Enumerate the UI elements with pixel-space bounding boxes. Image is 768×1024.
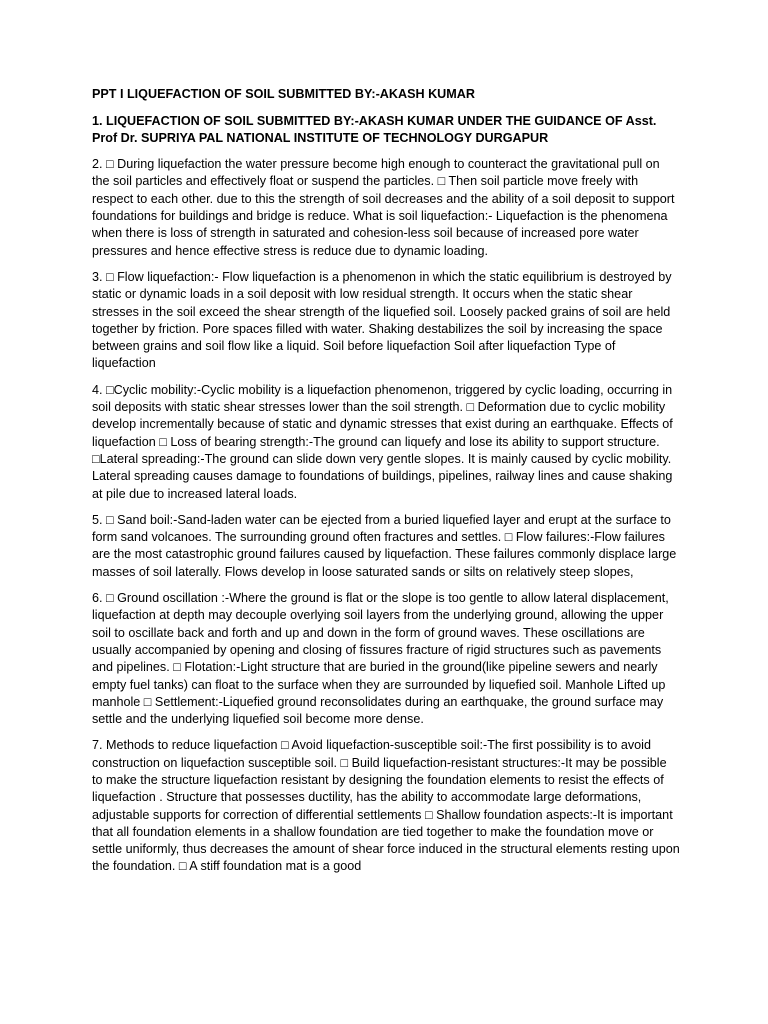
paragraph-5: 5. □ Sand boil:-Sand-laden water can be ejected from a buried liquefied layer and erupt at the surface to form sand volcanoes. The surrounding ground often fractures and settles. □ Flow failures:-Flow failures are the most catastrophic ground failures caused by liquefaction. These failures commonly displace large masses of soil laterally. Flows develop in loose saturated sands or silts on relatively steep slopes, [92, 512, 677, 579]
paragraph-2: 2. □ During liquefaction the water pressure become high enough to counteract the gravitational pull on the soil particles and effectively float or suspend the particles. □ Then soil particle move freely with respect to each other. due to this the strength of soil decreases and the ability of a soil deposit to support foundations for buildings and bridge is reduce. What is soil liquefaction:- Liquefaction is the phenomena when there is loss of strength in saturated and cohesion-less soil because of increased pore water pressures and hence effective stress is reduce due to dynamic loading. [92, 157, 675, 258]
paragraph-7: 7. Methods to reduce liquefaction □ Avoid liquefaction-susceptible soil:-The first possibility is to avoid construction on liquefaction susceptible soil. □ Build liquefaction-resistant structures:-It may be possible to make the structure liquefaction resistant by designing the foundation elements to resist the effects of liquefaction . Structure that possesses ductility, has the ability to accommodate large deformations, adjustable supports for correction of differential settlements □ Shallow foundation aspects:-It is important that all foundation elements in a shallow foundation are tied together to make the foundation move or settle uniformly, thus decreases the amount of shear force induced in the structural elements resting upon the foundation. □ A stiff foundation mat is a good [92, 738, 680, 874]
paragraph-4: 4. □Cyclic mobility:-Cyclic mobility is a liquefaction phenomenon, triggered by cyclic loading, occurring in soil deposits with static shear stresses lower than the soil strength. □ Deformation due to cyclic mobility develop incrementally because of static and dynamic stresses that exist during an earthquake. Effects of liquefaction □ Loss of bearing strength:-The ground can liquefy and lose its ability to support structure. □Lateral spreading:-The ground can slide down very gentle slopes. It is mainly caused by cyclic mobility. Lateral spreading causes damage to foundations of buildings, pipelines, railway lines and cause shaking at pile due to increased lateral loads. [92, 382, 673, 501]
document-title: PPT I LIQUEFACTION OF SOIL SUBMITTED BY:-AKASH KUMAR [92, 87, 475, 101]
paragraph-3: 3. □ Flow liquefaction:- Flow liquefaction is a phenomenon in which the static equilibrium is destroyed by static or dynamic loads in a soil deposit with low residual strength. It occurs when the static shear stresses in the soil exceed the shear strength of the liquefied soil. Loosely packed grains of soil are held together by friction. Pore spaces filled with water. Shaking destabilizes the soil by increasing the space between grains and soil flow like a liquid. Soil before liquefaction Soil after liquefaction Type of liquefaction [92, 269, 672, 371]
paragraph-1: 1. LIQUEFACTION OF SOIL SUBMITTED BY:-AKASH KUMAR UNDER THE GUIDANCE OF Asst. Prof Dr. SUPRIYA PAL NATIONAL INSTITUTE OF TECHNOLOGY DURGAPUR [92, 113, 657, 145]
paragraph-6: 6. □ Ground oscillation :-Where the ground is flat or the slope is too gentle to allow lateral displacement, liquefaction at depth may decouple overlying soil layers from the underlying ground, allowing the upper soil to oscillate back and forth and up and down in the form of ground waves. These oscillations are usually accompanied by opening and closing of fissures fracture of rigid structures such as pavements and pipelines. □ Flotation:-Light structure that are buried in the ground(like pipeline sewers and nearly empty fuel tanks) can float to the surface when they are surrounded by liquefied soil. Manhole Lifted up manhole □ Settlement:-Liquefied ground reconsolidates during an earthquake, the ground surface may settle and the underlying liquefied soil become more dense. [92, 591, 669, 727]
